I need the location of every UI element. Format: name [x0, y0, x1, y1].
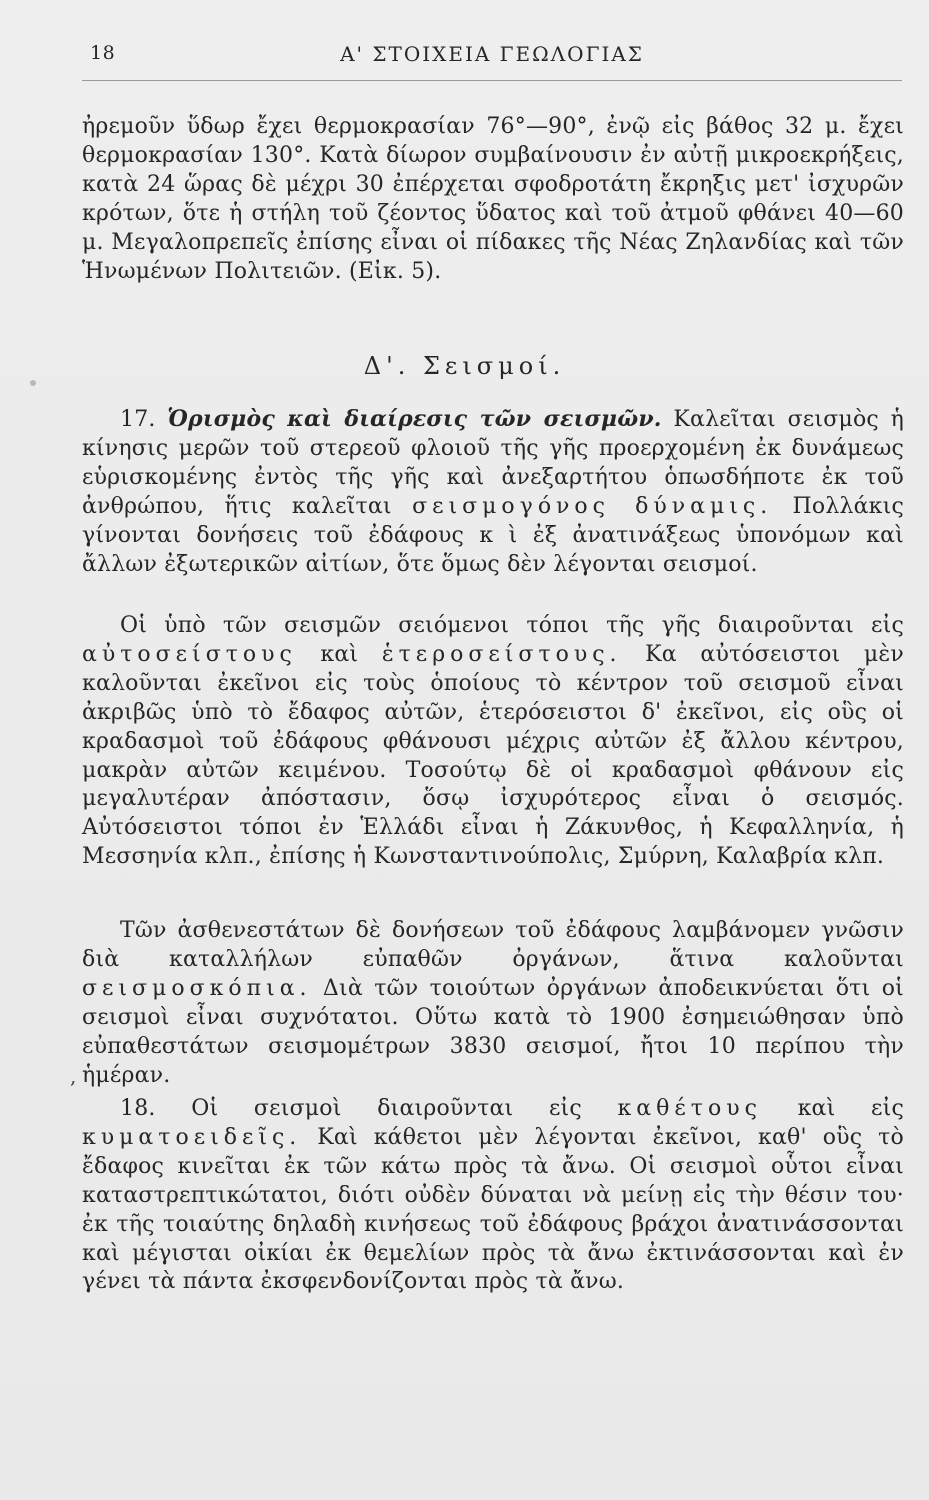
conjunction: καὶ	[320, 641, 359, 667]
margin-comma-mark: ,	[70, 1064, 77, 1088]
paragraph-self-shaken	[82, 612, 904, 872]
term-other-shaken: ἑτεροσείστους.	[381, 641, 622, 667]
paragraph-body: Οἱ σεισμοὶ διαιροῦνται εἰς	[191, 1096, 582, 1121]
paragraph-number: 17.	[120, 407, 156, 432]
paragraph-18	[82, 1095, 904, 1297]
paragraph-text	[82, 917, 904, 1090]
term-undulatory: κυματοειδεῖς.	[82, 1124, 302, 1150]
paragraph-geysers	[82, 113, 904, 286]
paragraph-text	[82, 612, 904, 872]
term-self-shaken: αὐτοσείστους	[82, 641, 297, 667]
conjunction: καὶ εἰς	[797, 1096, 904, 1121]
paragraph-body: Διὰ τῶν τοιούτων ὀργάνων ἀποδεικνύεται ὅτι οἱ σεισμοὶ εἶναι συχνότατοι. Οὕτω κατὰ τὸ 1900 ἐσημειώθησαν ὑπὸ εὐπαθεστάτων σεισμομέτρων 3830 σεισμοί, ἤτοι 10 περίπου τὴν ἡμέραν.	[82, 975, 904, 1088]
term-seismogenic-force: σεισμογόνος δύναμις.	[412, 493, 773, 519]
header-rule	[82, 80, 902, 81]
running-header	[82, 42, 902, 72]
paragraph-text	[82, 1095, 904, 1297]
term-vertical: καθέτους	[617, 1096, 762, 1121]
paragraph-subtitle: Ὁρισμὸς καὶ διαίρεσις τῶν σεισμῶν.	[167, 406, 662, 432]
paragraph-17	[82, 405, 904, 579]
paragraph-body: Τῶν ἀσθενεστάτων δὲ δονήσεων τοῦ ἐδάφους λαμβάνομεν γνῶσιν διὰ καταλλήλων εὐπαθῶν ὀργάνων, ἅτινα καλοῦνται	[82, 918, 904, 972]
running-title: Α' ΣΤΟΙΧΕΙΑ ΓΕΩΛΟΓΙΑΣ	[340, 42, 644, 66]
paragraph-body: Κα αὐτόσειστοι μὲν καλοῦνται ἐκεῖνοι εἰς τοὺς ὁποίους τὸ κέντρον τοῦ σεισμοῦ εἶναι ἀκριβῶς ὑπὸ τὸ ἔδαφος αὐτῶν, ἑτερόσειστοι δ' ἐκεῖνοι, εἰς οὓς οἱ κραδασμοὶ τοῦ ἐδάφους φθάνουσι μέχρις αὐτῶν ἐξ ἄλλου κέντρου, μακρὰν αὐτῶν κειμένου. Τοσούτῳ δὲ οἱ κραδασμοὶ φθάνουν εἰς μεγαλυτέραν ἀπόστασιν, ὅσῳ ἰσχυρότερος εἶναι ὁ σεισμός. Αὐτόσειστοι τόποι ἐν Ἑλλάδι εἶναι ἡ Ζάκυνθος, ἡ Κεφαλληνία, ἡ Μεσσηνία κλπ., ἐπίσης ἡ Κωνσταντινούπολις, Σμύρνη, Καλαβρία κλπ.	[82, 641, 904, 870]
page-number: 18	[90, 42, 116, 64]
term-seismoscopes: σεισμοσκόπια.	[82, 975, 312, 1001]
paragraph-body: Πολλάκις γίνονται δονήσεις τοῦ ἐδάφους κ ὶ ἐξ ἀνατινάξεως ὑπονόμων καὶ ἄλλων ἐξωτερικῶν αἰτίων, ὅτε ὅμως δὲν λέγονται σεισμοί.	[82, 493, 904, 577]
paragraph-text	[82, 405, 904, 579]
paragraph-number: 18.	[120, 1096, 156, 1121]
section-heading: Δ'. Σεισμοί.	[363, 352, 566, 380]
paragraph-body: Καλεῖται σεισμὸς ἡ κίνησις μερῶν τοῦ στερεοῦ φλοιοῦ τῆς γῆς προερχομένη ἐκ δυνάμεως εὑρισκομένης ἐντὸς τῆς γῆς καὶ ἀνεξαρτήτου ὁπωσδήποτε ἐκ τοῦ ἀνθρώπου, ἥτις καλεῖται	[82, 407, 904, 519]
paragraph-seismoscopes	[82, 917, 904, 1090]
margin-speck	[30, 380, 36, 386]
paragraph-text: ἠρεμοῦν ὕδωρ ἔχει θερμοκρασίαν 76°—90°, ἐνῷ εἰς βάθος 32 μ. ἔχει θερμοκρασίαν 130°. Κατὰ δίωρον συμβαίνουσιν ἐν αὐτῇ μικροεκρήξεις, κατὰ 24 ὥρας δὲ μέχρι 30 ἐπέρχεται σφοδροτάτη ἔκρηξις μετ' ἰσχυρῶν κρότων, ὅτε ἡ στήλη τοῦ ζέοντος ὕδατος καὶ τοῦ ἀτμοῦ φθάνει 40—60 μ. Μεγαλοπρεπεῖς ἐπίσης εἶναι οἱ πίδακες τῆς Νέας Ζηλανδίας καὶ τῶν Ἡνωμένων Πολιτειῶν. (Εἰκ. 5).	[82, 114, 904, 284]
paragraph-body: Οἱ ὑπὸ τῶν σεισμῶν σειόμενοι τόποι τῆς γῆς διαιροῦνται εἰς	[120, 613, 904, 638]
paragraph-body: Καὶ κάθετοι μὲν λέγονται ἐκεῖνοι, καθ' οὓς τὸ ἔδαφος κινεῖται ἐκ τῶν κάτω πρὸς τὰ ἄνω. Οἱ σεισμοὶ οὗτοι εἶναι καταστρεπτικώτατοι, διότι οὐδὲν δύναται νὰ μείνῃ εἰς τὴν θέσιν του· ἐκ τῆς τοιαύτης δηλαδὴ κινήσεως τοῦ ἐδάφους βράχοι ἀνατινάσσονται καὶ μέγισται οἰκίαι ἐκ θεμελίων πρὸς τὰ ἄνω ἐκτινάσσονται καὶ ἐν γένει τὰ πάντα ἐκσφενδονίζονται πρὸς τὰ ἄνω.	[82, 1124, 904, 1295]
